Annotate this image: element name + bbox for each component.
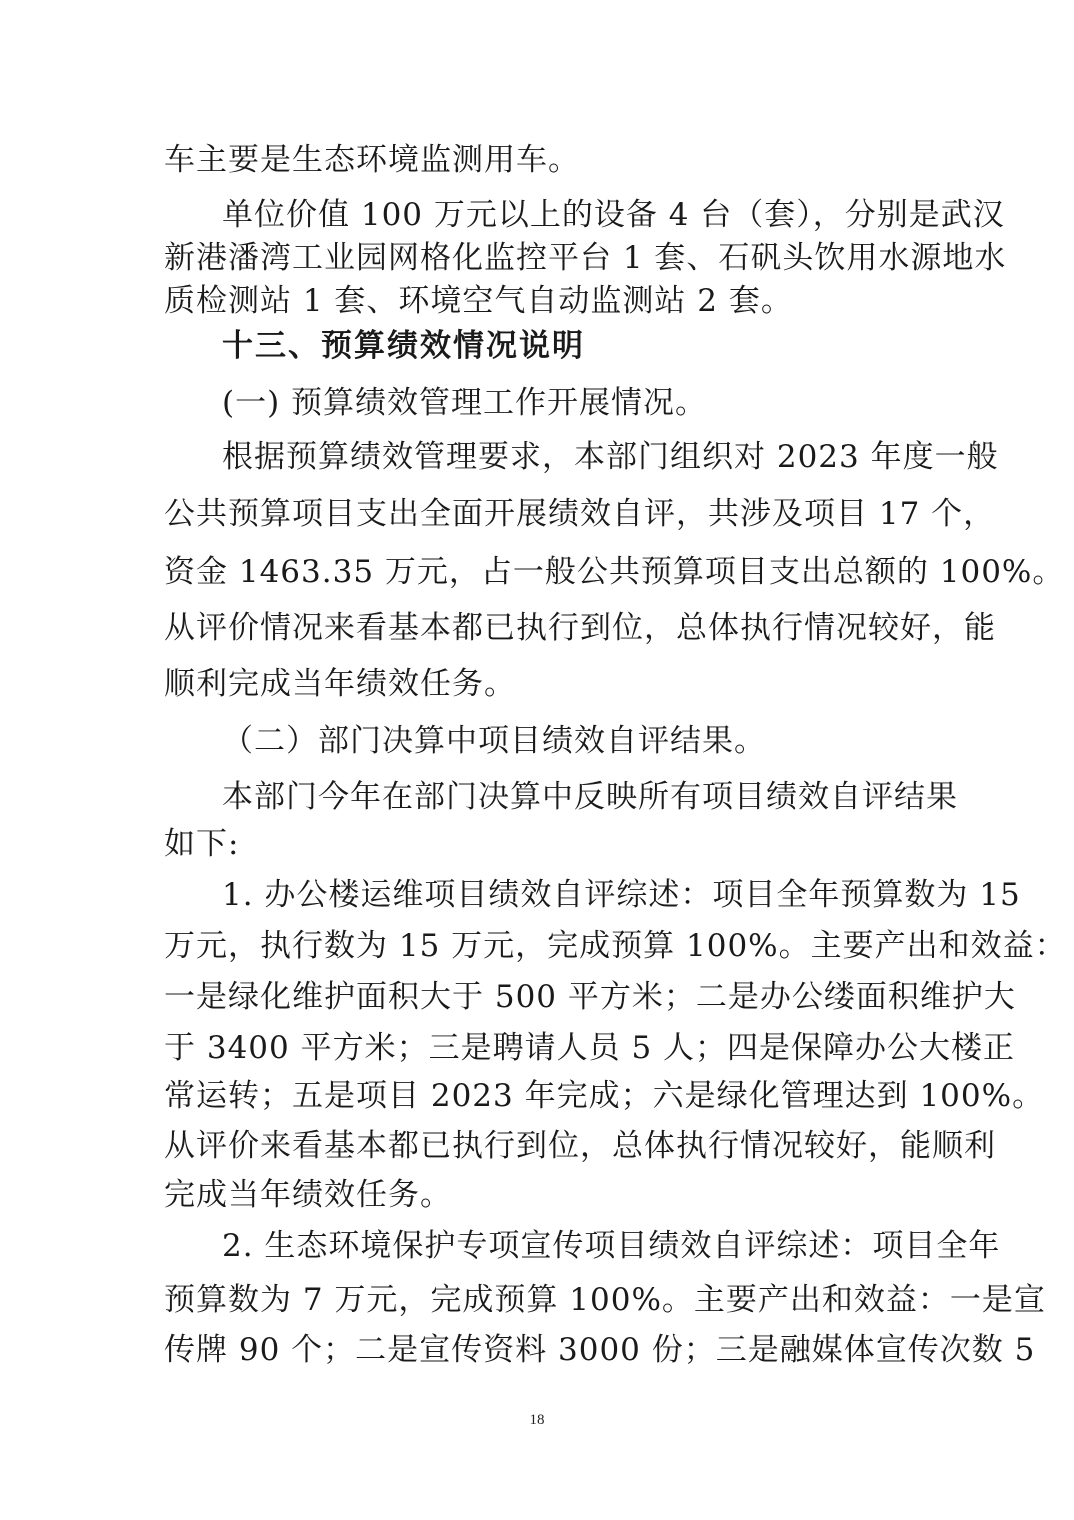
paragraph-line: 万元，执行数为 15 万元，完成预算 100%。主要产出和效益： — [164, 928, 1067, 964]
paragraph-line: 车主要是生态环境监测用车。 — [164, 142, 580, 178]
paragraph-line: 质检测站 1 套、环境空气自动监测站 2 套。 — [164, 283, 793, 319]
page-number: 18 — [529, 1412, 545, 1428]
paragraph-line: 一是绿化维护面积大于 500 平方米；二是办公缕面积维护大 — [164, 979, 1016, 1015]
paragraph-line: 预算数为 7 万元，完成预算 100%。主要产出和效益：一是宣 — [164, 1282, 1046, 1318]
paragraph-line: 传牌 90 个；二是宣传资料 3000 份；三是融媒体宣传次数 5 — [164, 1332, 1036, 1368]
paragraph-line: 单位价值 100 万元以上的设备 4 台（套），分别是武汉 — [222, 197, 1005, 233]
paragraph-line: 资金 1463.35 万元，占一般公共预算项目支出总额的 100%。 — [164, 554, 1065, 590]
paragraph-line: 从评价情况来看基本都已执行到位，总体执行情况较好，能 — [164, 610, 996, 646]
paragraph-line: 根据预算绩效管理要求，本部门组织对 2023 年度一般 — [222, 439, 999, 475]
paragraph-line: 如下: — [164, 826, 240, 862]
paragraph-line: 2. 生态环境保护专项宣传项目绩效自评综述：项目全年 — [222, 1228, 1001, 1264]
paragraph-line: 公共预算项目支出全面开展绩效自评，共涉及项目 17 个， — [164, 496, 996, 532]
paragraph-line: 于 3400 平方米；三是聘请人员 5 人；四是保障办公大楼正 — [164, 1030, 1016, 1066]
section-heading: 十三、预算绩效情况说明 — [222, 328, 585, 364]
subsection-heading: (一) 预算绩效管理工作开展情况。 — [222, 385, 708, 421]
paragraph-line: 本部门今年在部门决算中反映所有项目绩效自评结果 — [222, 779, 958, 815]
paragraph-line: 完成当年绩效任务。 — [164, 1177, 452, 1213]
paragraph-line: 1. 办公楼运维项目绩效自评综述：项目全年预算数为 15 — [222, 877, 1021, 913]
paragraph-line: 新港潘湾工业园网格化监控平台 1 套、石矾头饮用水源地水 — [164, 240, 1007, 276]
paragraph-line: 常运转；五是项目 2023 年完成；六是绿化管理达到 100%。 — [164, 1078, 1045, 1114]
paragraph-line: 从评价来看基本都已执行到位，总体执行情况较好，能顺利 — [164, 1128, 996, 1164]
subsection-heading: （二）部门决算中项目绩效自评结果。 — [222, 723, 766, 759]
paragraph-line: 顺利完成当年绩效任务。 — [164, 666, 516, 702]
